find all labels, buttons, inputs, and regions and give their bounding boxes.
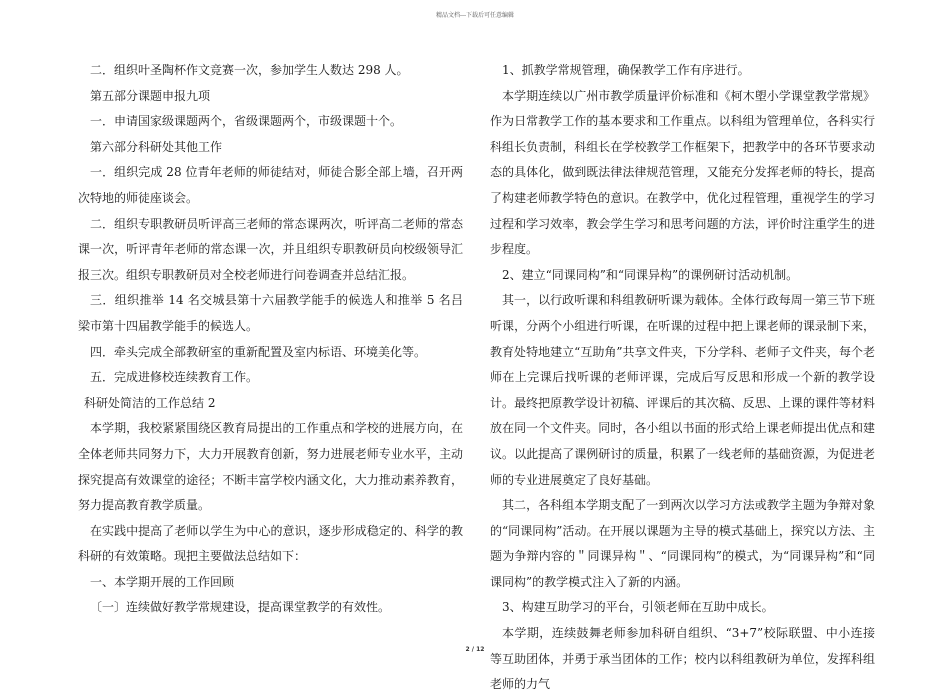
right-column-paragraph: 1、抓教学常规管理，确保教学工作有序进行。 xyxy=(502,63,750,77)
left-column-paragraph: 一、本学期开展的工作回顾 xyxy=(90,574,235,589)
left-column-paragraph: 本学期，我校紧紧围绕区教育局提出的工作重点和学校的进展方向，在全体老师共同努力下，大力开展教育创新，努力进展老师专业水平，主动探究提高有效课堂的途径；不断丰富学校内涵文化，大力推动素养教育，努力提高教育教学质量。 xyxy=(78,421,463,513)
left-column-paragraph: 科研处简洁的工作总结 2 xyxy=(84,395,216,410)
left-column-paragraph: 三．组织推举 14 名交城县第十六届教学能手的候选人和推举 5 名吕梁市第十四届教学能手的候选人。 xyxy=(78,293,463,333)
left-column-paragraph: 一．组织完成 28 位青年老师的师徒结对，师徒合影全部上墙，召开两次特地的师徒座谈会。 xyxy=(78,165,463,205)
right-column-paragraph: 2、建立“同课同构”和“同课异构”的课例研讨活动机制。 xyxy=(502,267,799,282)
left-column-paragraph: 一．申请国家级课题两个，省级课题两个，市级课题十个。 xyxy=(90,114,403,129)
left-column-paragraph: 第五部分课题申报九项 xyxy=(90,88,211,103)
left-column-paragraph: 〔一〕连续做好教学常规建设，提高课堂教学的有效性。 xyxy=(90,600,391,615)
right-column-paragraph: 其二，各科组本学期支配了一到两次以学习方法或教学主题为争辩对象的“同课同构”活动。在开展以课题为主导的模式基础上，探究以方法、主题为争辩内容的＂同课异构＂、“同课同构”的模式，为“同课异构”和“同课同构”的教学模式注入了新的内涵。 xyxy=(490,498,875,589)
right-column-paragraph: 本学期连续以广州市教学质量评价标准和《柯木塱小学课堂教学常规》作为日常教学工作的基本要求和工作重点。以科组为管理单位，各科实行科组长负责制，科组长在学校教学工作框架下，把教学中的各环节要求动态的具体化，做到既法律法律规范管理，又能充分发挥老师的特长，提高了构建老师教学特色的意识。在教学中，优化过程管理，重视学生的学习过程和学习效率，教会学生学习和思考问题的方法，评价时注重学生的进步程度。 xyxy=(490,88,875,257)
left-column-paragraph: 二．组织叶圣陶杯作文竞赛一次，参加学生人数达 298 人。 xyxy=(90,63,409,77)
page-number: 2 / 12 xyxy=(465,646,485,653)
left-column-paragraph: 四．牵头完成全部教研室的重新配置及室内标语、环境美化等。 xyxy=(90,344,427,359)
left-column xyxy=(78,58,463,621)
right-column-paragraph: 3、构建互助学习的平台，引领老师在互助中成长。 xyxy=(502,600,774,615)
left-column-paragraph: 第六部分科研处其他工作 xyxy=(90,139,223,154)
page-header: 精品文档---下载后可任意编辑 xyxy=(435,12,515,19)
left-column-paragraph: 在实践中提高了老师以学生为中心的意识，逐步形成稳定的、科学的教科研的有效策略。现把主要做法总结如下： xyxy=(78,523,463,564)
right-column-paragraph: 其一，以行政听课和科组教研听课为载体。全体行政每周一第三节下班听课，分两个小组进行听课，在听课的过程中把上课老师的课录制下来，教育处特地建立“互助角”共享文件夹，下分学科、老师子文件夹，每个老师在上完课后找听课的老师评课，完成后写反思和形成一个新的教学设计。最终把原教学设计初稿、评课后的其次稿、反思、上课的课件等材料放在同一个文件夹。同时，各小组以书面的形式给上课老师提出优点和建议。以此提高了课例研讨的质量，积累了一线老师的基础资源，为促进老师的专业进展奠定了良好基础。 xyxy=(490,293,875,487)
right-column xyxy=(490,58,875,698)
left-column-paragraph: 五．完成进修校连续教育工作。 xyxy=(90,370,259,385)
right-column-paragraph: 本学期，连续鼓舞老师参加科研自组织、“3+7”校际联盟、中小连接等互助团体，并勇于承当团体的工作；校内以科组教研为单位，发挥科组老师的力气 xyxy=(490,626,875,692)
left-column-paragraph: 二．组织专职教研员听评高三老师的常态课两次，听评高二老师的常态课一次，听评青年老师的常态课一次，并且组织专职教研员向校级领导汇报三次。组织专职教研员对全校老师进行问卷调查并总结汇报。 xyxy=(78,216,463,282)
